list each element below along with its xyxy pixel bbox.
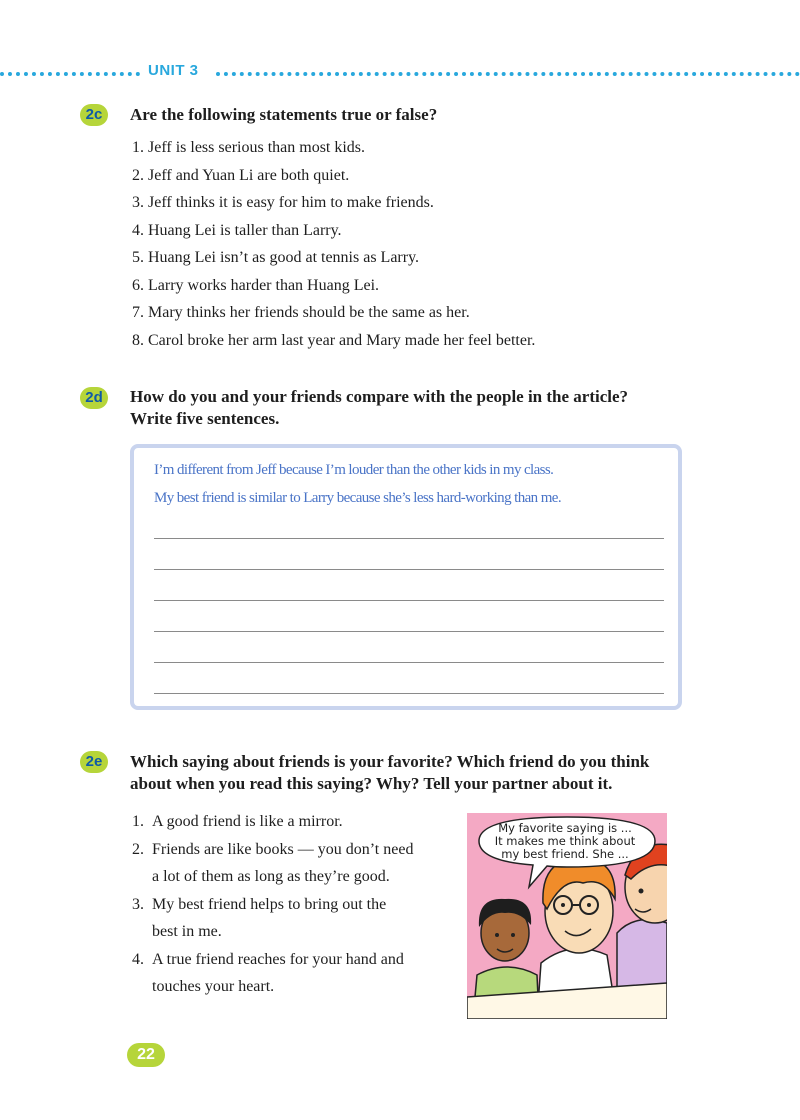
saying-text: A true friend reaches for your hand and [152, 950, 404, 968]
question-line: How do you and your friends compare with the people in the article? [130, 387, 629, 406]
saying-item [132, 836, 452, 891]
statement-item: 4. Huang Lei is taller than Larry. [132, 221, 342, 239]
example-sentence: My best friend is similar to Larry because she’s less hard-working than me. [154, 490, 561, 506]
saying-item [132, 808, 452, 836]
statement-item: 6. Larry works harder than Huang Lei. [132, 276, 380, 294]
page-number: 22 [127, 1043, 165, 1067]
header-dotted-rule-left [0, 72, 140, 76]
writing-box[interactable] [130, 444, 682, 710]
question-line: about when you read this saying? Why? Tell your partner about it. [130, 774, 613, 793]
saying-item [132, 946, 452, 1001]
saying-number: 2. [132, 840, 144, 858]
speech-bubble-text [476, 822, 654, 861]
unit-label: UNIT 3 [148, 62, 199, 79]
saying-item [132, 891, 452, 946]
question-2e [130, 751, 730, 795]
statement-item: 2. Jeff and Yuan Li are both quiet. [132, 166, 350, 184]
statement-item: 7. Mary thinks her friends should be the same as her. [132, 304, 470, 321]
statement-item: 8. Carol broke her arm last year and Mary made her feel better. [132, 331, 536, 349]
sayings-list [132, 808, 452, 1001]
saying-text: touches your heart. [152, 978, 275, 995]
example-sentence: I’m different from Jeff because I’m louder than the other kids in my class. [154, 462, 554, 478]
statement-list [132, 134, 535, 354]
section-badge-2c: 2c [80, 104, 108, 126]
writing-line[interactable] [154, 693, 664, 694]
header-dotted-rule-right [216, 72, 800, 76]
saying-text: A good friend is like a mirror. [152, 813, 343, 830]
question-2c: Are the following statements true or false? [130, 105, 438, 124]
saying-text: a lot of them as long as they’re good. [152, 868, 390, 885]
statement-item: 3. Jeff thinks it is easy for him to make friends. [132, 194, 434, 211]
saying-number: 1. [132, 813, 144, 830]
saying-text: Friends are like books — you don’t need [152, 840, 414, 858]
statement-item: 5. Huang Lei isn’t as good at tennis as Larry. [132, 249, 420, 266]
saying-number: 3. [132, 895, 144, 913]
section-badge-2d: 2d [80, 387, 108, 409]
section-badge-2e: 2e [80, 751, 108, 773]
speech-bubble-line: My favorite saying is ... [498, 821, 632, 835]
writing-line[interactable] [154, 600, 664, 601]
saying-text: My best friend helps to bring out the [152, 895, 387, 913]
writing-line[interactable] [154, 662, 664, 663]
writing-line[interactable] [154, 538, 664, 539]
speech-bubble-line: It makes me think about [494, 834, 636, 848]
question-line: Write five sentences. [130, 409, 280, 428]
question-2d [130, 386, 730, 430]
question-line: Which saying about friends is your favorite? Which friend do you think [130, 752, 650, 771]
saying-text: best in me. [152, 923, 222, 940]
speech-bubble-line: my best friend. She ... [501, 847, 629, 861]
writing-line[interactable] [154, 569, 664, 570]
statement-item: 1. Jeff is less serious than most kids. [132, 139, 366, 156]
saying-number: 4. [132, 950, 144, 968]
writing-line[interactable] [154, 631, 664, 632]
